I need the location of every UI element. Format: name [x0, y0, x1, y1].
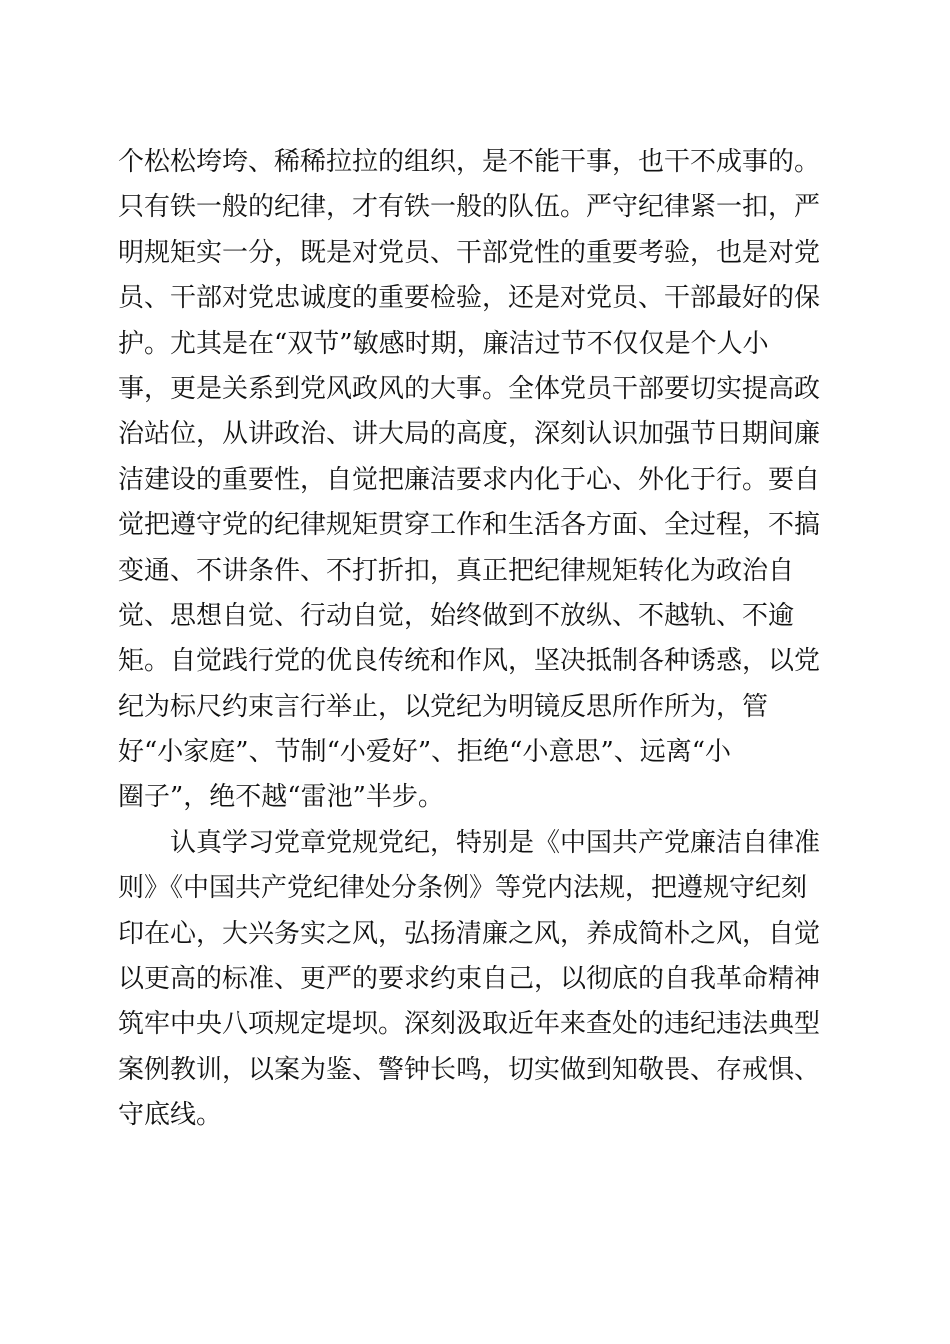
paragraph-1-line-7: 治站位，从讲政治、讲大局的高度，深刻认识加强节日期间廉 — [118, 419, 821, 450]
paragraph-1-line-9: 觉把遵守党的纪律规矩贯穿工作和生活各方面、全过程，不搞 — [118, 510, 821, 541]
paragraph-1-line-13: 纪为标尺约束言行举止，以党纪为明镜反思所作所为，管 — [118, 691, 769, 722]
paragraph-2-line-5: 筑牢中央八项规定堤坝。深刻汲取近年来查处的违纪违法典型 — [118, 1009, 821, 1040]
paragraph-2-line-1: 认真学习党章党规党纪，特别是《中国共产党廉洁自律准 — [170, 827, 821, 858]
paragraph-2-line-7: 守底线。 — [118, 1100, 223, 1131]
paragraph-1-line-8: 洁建设的重要性，自觉把廉洁要求内化于心、外化于行。要自 — [118, 464, 821, 495]
document-body — [118, 140, 821, 1139]
paragraph-1-line-4: 员、干部对党忠诚度的重要检验，还是对党员、干部最好的保 — [118, 283, 821, 314]
paragraph-2-line-6: 案例教训，以案为鉴、警钟长鸣，切实做到知敬畏、存戒惧、 — [118, 1054, 821, 1085]
paragraph-1-line-1: 个松松垮垮、稀稀拉拉的组织，是不能干事，也干不成事的。 — [118, 147, 821, 177]
paragraph-1-line-12: 矩。自觉践行党的优良传统和作风，坚决抵制各种诱惑，以党 — [118, 646, 821, 677]
paragraph-1-line-6: 事，更是关系到党风政风的大事。全体党员干部要切实提高政 — [118, 373, 821, 404]
paragraph-2-line-3: 印在心，大兴务实之风，弘扬清廉之风，养成简朴之风，自觉 — [118, 918, 821, 949]
paragraph-1-line-5: 护。尤其是在“双节”敏感时期，廉洁过节不仅仅是个人小 — [118, 328, 769, 359]
paragraph-2-line-2: 则》《中国共产党纪律处分条例》等党内法规，把遵规守纪刻 — [118, 873, 808, 904]
paragraph-2 — [118, 821, 821, 1139]
paragraph-1-line-3: 明规矩实一分，既是对党员、干部党性的重要考验，也是对党 — [118, 237, 821, 268]
paragraph-1 — [118, 140, 821, 821]
paragraph-1-line-2: 只有铁一般的纪律，才有铁一般的队伍。严守纪律紧一扣，严 — [118, 192, 821, 223]
paragraph-1-line-15: 圈子”，绝不越“雷池”半步。 — [118, 782, 444, 813]
paragraph-1-line-10: 变通、不讲条件、不打折扣，真正把纪律规矩转化为政治自 — [118, 555, 795, 586]
paragraph-1-line-14: 好“小家庭”、节制“小爱好”、拒绝“小意思”、远离“小 — [118, 737, 732, 768]
paragraph-1-line-11: 觉、思想自觉、行动自觉，始终做到不放纵、不越轨、不逾 — [118, 600, 795, 631]
paragraph-2-line-4: 以更高的标准、更严的要求约束自己，以彻底的自我革命精神 — [118, 964, 821, 995]
